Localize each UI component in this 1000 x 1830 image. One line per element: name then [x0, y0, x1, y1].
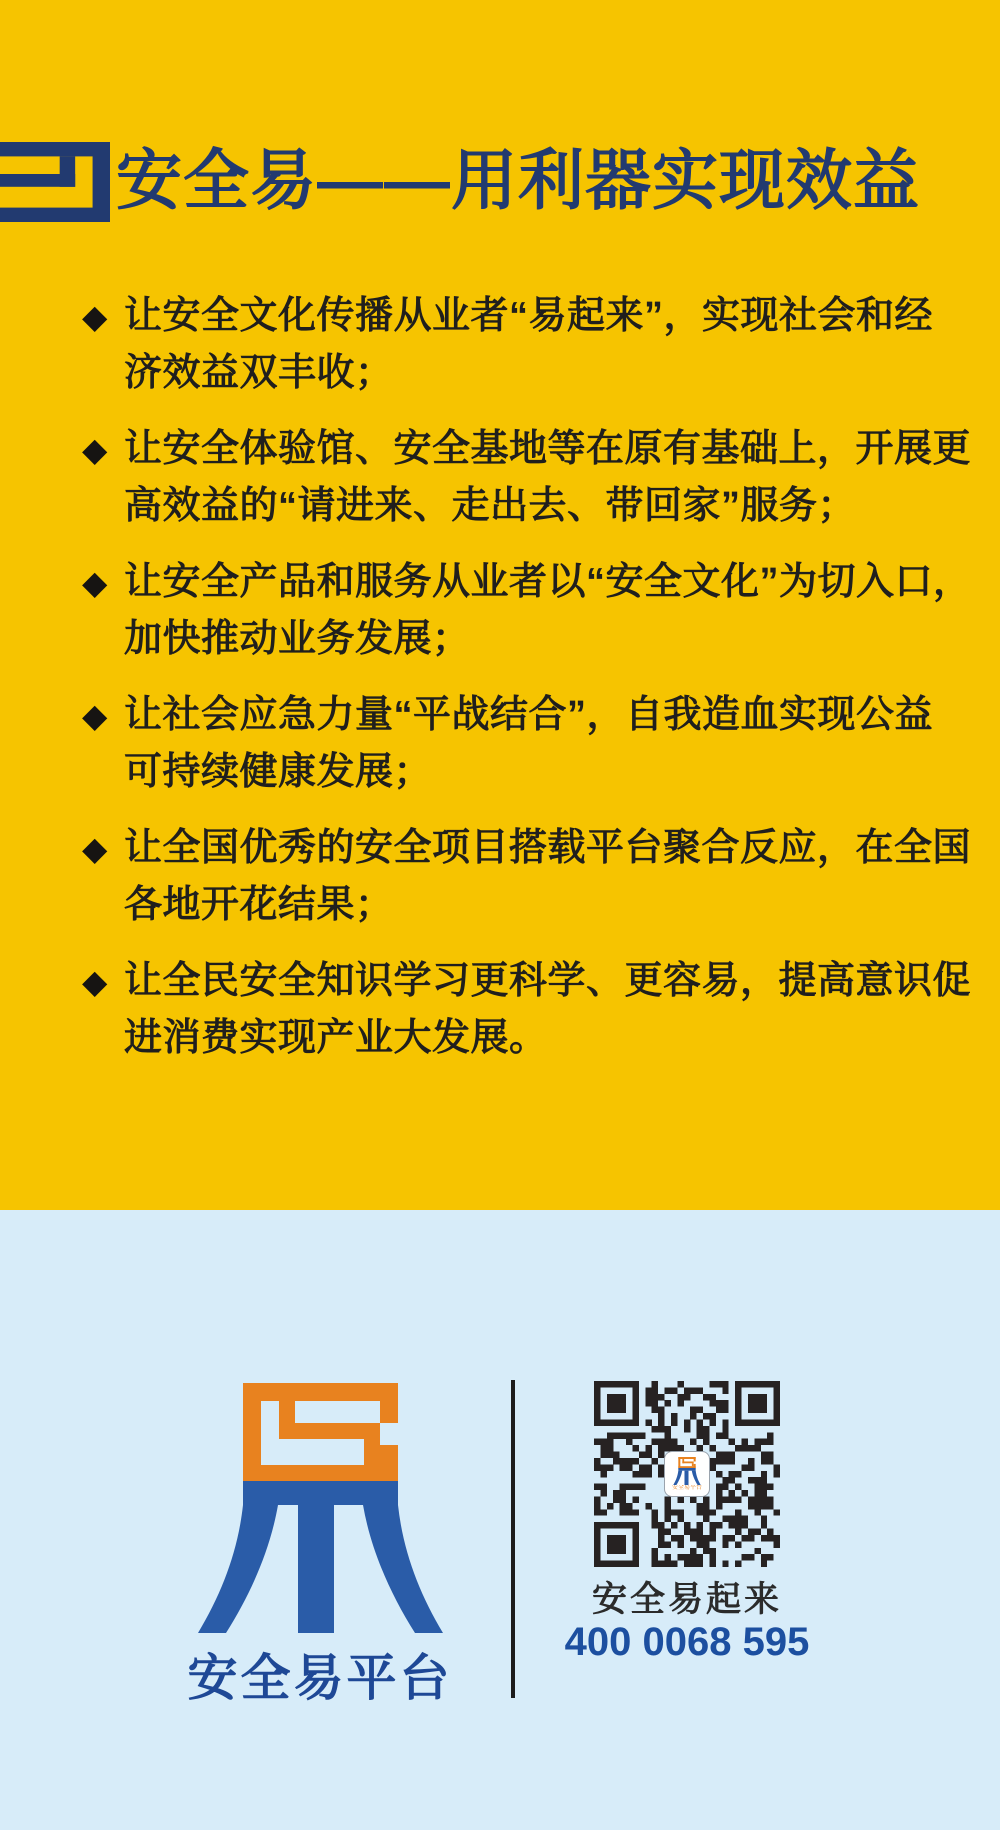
diamond-bullet-icon: ◆ — [82, 963, 108, 1000]
bullet-line: 各地开花结果； — [124, 884, 394, 926]
list-item — [82, 953, 990, 1067]
brand-logo-icon — [198, 1383, 443, 1633]
list-item — [82, 421, 990, 535]
diamond-bullet-icon: ◆ — [82, 564, 108, 601]
phone-number: 400 0068 595 — [564, 1620, 810, 1664]
bullet-line: 加快推动业务发展； — [124, 618, 471, 660]
qr-code — [594, 1381, 780, 1567]
footer-section — [0, 1210, 1000, 1830]
bullet-line: 让全民安全知识学习更科学、更容易，提高意识促 — [124, 960, 972, 1002]
qr-badge-label: 安全易平台 — [671, 1485, 702, 1491]
diamond-bullet-icon: ◆ — [82, 697, 108, 734]
qr-mini-logo-icon — [673, 1457, 701, 1485]
list-item — [82, 288, 990, 402]
list-item — [82, 820, 990, 934]
bullet-text — [124, 687, 933, 801]
diamond-bullet-icon: ◆ — [82, 830, 108, 867]
bullet-line: 济效益双丰收； — [124, 352, 394, 394]
bullet-line: 让社会应急力量“平战结合”，自我造血实现公益 — [124, 694, 934, 736]
e-logo-icon — [0, 142, 110, 222]
bullet-text — [124, 953, 971, 1067]
vertical-divider — [511, 1380, 515, 1698]
qr-center-logo — [664, 1451, 710, 1497]
list-item — [82, 554, 990, 668]
qr-caption: 安全易起来 — [591, 1580, 782, 1619]
bullet-list — [82, 288, 990, 1067]
bullet-line: 进消费实现产业大发展。 — [124, 1017, 548, 1059]
bullet-line: 让全国优秀的安全项目搭载平台聚合反应，在全国 — [124, 827, 972, 869]
page-title: 安全易——用利器实现效益 — [116, 143, 920, 217]
bullet-text — [124, 288, 933, 402]
diamond-bullet-icon: ◆ — [82, 298, 108, 335]
diamond-bullet-icon: ◆ — [82, 431, 108, 468]
bullet-text — [124, 554, 972, 668]
bullet-text — [124, 820, 971, 934]
list-item — [82, 687, 990, 801]
bullet-line: 让安全体验馆、安全基地等在原有基础上，开展更 — [124, 428, 972, 470]
bullet-line: 让安全文化传播从业者“易起来”，实现社会和经 — [124, 295, 934, 337]
bullet-line: 高效益的“请进来、走出去、带回家”服务； — [124, 485, 857, 527]
bullet-text — [124, 421, 971, 535]
brand-name: 安全易平台 — [187, 1650, 453, 1706]
bullet-line: 让安全产品和服务从业者以“安全文化”为切入口， — [124, 561, 972, 603]
bullet-line: 可持续健康发展； — [124, 751, 433, 793]
